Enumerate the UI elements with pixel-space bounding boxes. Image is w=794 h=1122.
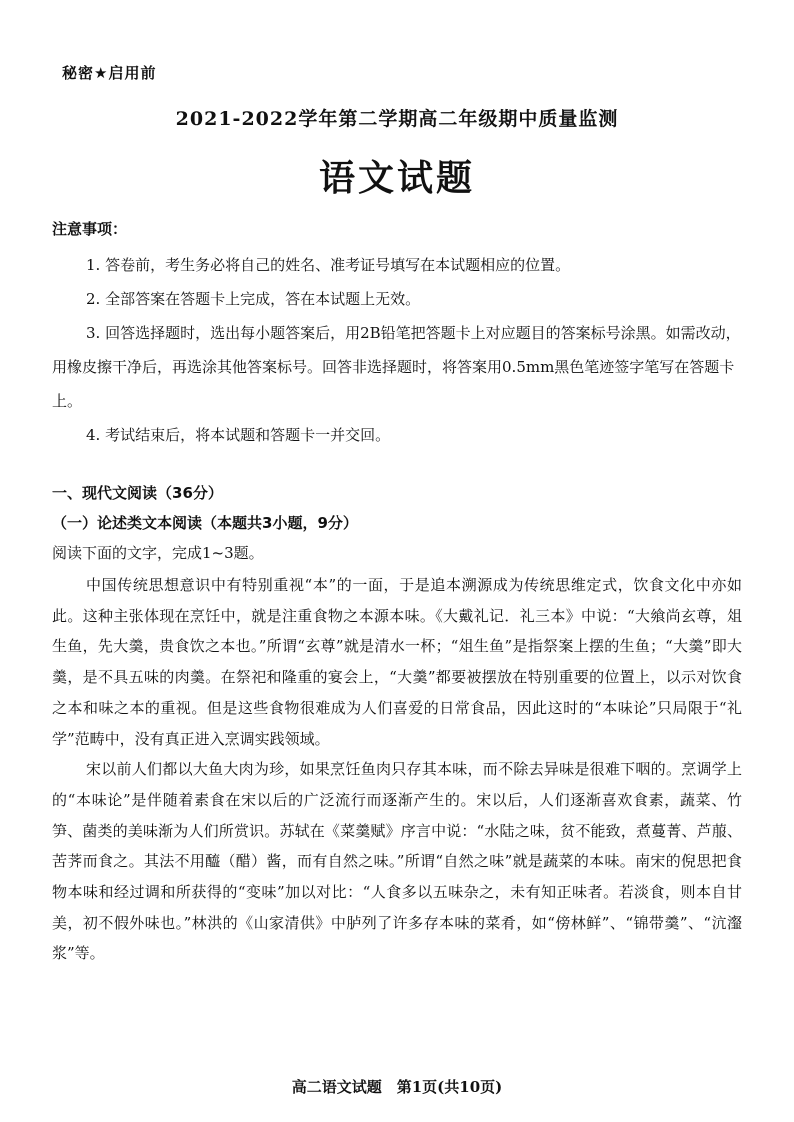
- page-footer: 高二语文试题 第1页(共10页): [291, 1078, 503, 1096]
- notice-item: 3. 回答选择题时，选出每小题答案后，用2B铅笔把答题卡上对应题目的答案标号涂黑。如需改动，用橡皮擦干净后，再选涂其他答案标号。回答非选择题时，将答案用0.5mm黑色笔迹签字笔写在答题卡上。: [52, 324, 741, 410]
- notice-heading: 注意事项：: [52, 220, 128, 238]
- notice-item: 2. 全部答案在答题卡上完成，答在本试题上无效。: [86, 290, 421, 308]
- notice-item: 1. 答卷前，考生务必将自己的姓名、准考证号填写在本试题相应的位置。: [86, 256, 571, 274]
- passage-paragraph: 中国传统思想意识中有特别重视“本”的一面，于是追本溯源成为传统思维定式，饮食文化中亦如此。这种主张体现在烹饪中，就是注重食物之本源本味。《大戴礼记．礼三本》中说：“大飨尚玄尊，俎生鱼，先大羹，贵食饮之本也。”所谓“玄尊”就是清水一杯；“俎生鱼”是指祭案上摆的生鱼；“大羹”即大羹，是不具五味的肉羹。在祭祀和隆重的宴会上，“大羹”都要被摆放在特别重要的位置上，以示对饮食之本和味之本的重视。但是这些食物很难成为人们喜爱的日常食品，因此这时的“本味论”只局限于“礼学”范畴中，没有真正进入烹调实践领域。: [52, 576, 742, 748]
- section-heading: 一、现代文阅读（36分）: [52, 484, 223, 502]
- passage-paragraph: 宋以前人们都以大鱼大肉为珍，如果烹饪鱼肉只存其本味，而不除去异味是很难下咽的。烹调学上的“本味论”是伴随着素食在宋以后的广泛流行而逐渐产生的。宋以后，人们逐渐喜欢食素，蔬菜、竹笋、菌类的美味渐为人们所赏识。苏轼在《菜羹赋》序言中说：“水陆之味，贫不能致，煮蔓菁、芦菔、苦荠而食之。其法不用醯（醋）酱，而有自然之味。”所谓“自然之味”就是蔬菜的本味。南宋的倪思把食物本味和经过调和所获得的“变味”加以对比：“人食多以五味杂之，未有知正味者。若淡食，则本自甘美，初不假外味也。”林洪的《山家清供》中胪列了许多存本味的菜肴，如“傍林鲜”、“锦带羹”、“沆瀣浆”等。: [52, 760, 742, 963]
- notice-item: 4. 考试结束后，将本试题和答题卡一并交回。: [86, 426, 391, 444]
- secret-mark: 秘密★启用前: [62, 64, 157, 82]
- subsection-heading: （一）论述类文本阅读（本题共3小题，9分）: [52, 514, 358, 532]
- reading-instruction: 阅读下面的文字，完成1~3题。: [52, 544, 264, 562]
- subject-title: 语文试题: [318, 158, 475, 199]
- exam-title: 2021-2022学年第二学期高二年级期中质量监测: [175, 108, 619, 130]
- notice-list: [52, 248, 742, 452]
- reading-passage: [52, 570, 742, 969]
